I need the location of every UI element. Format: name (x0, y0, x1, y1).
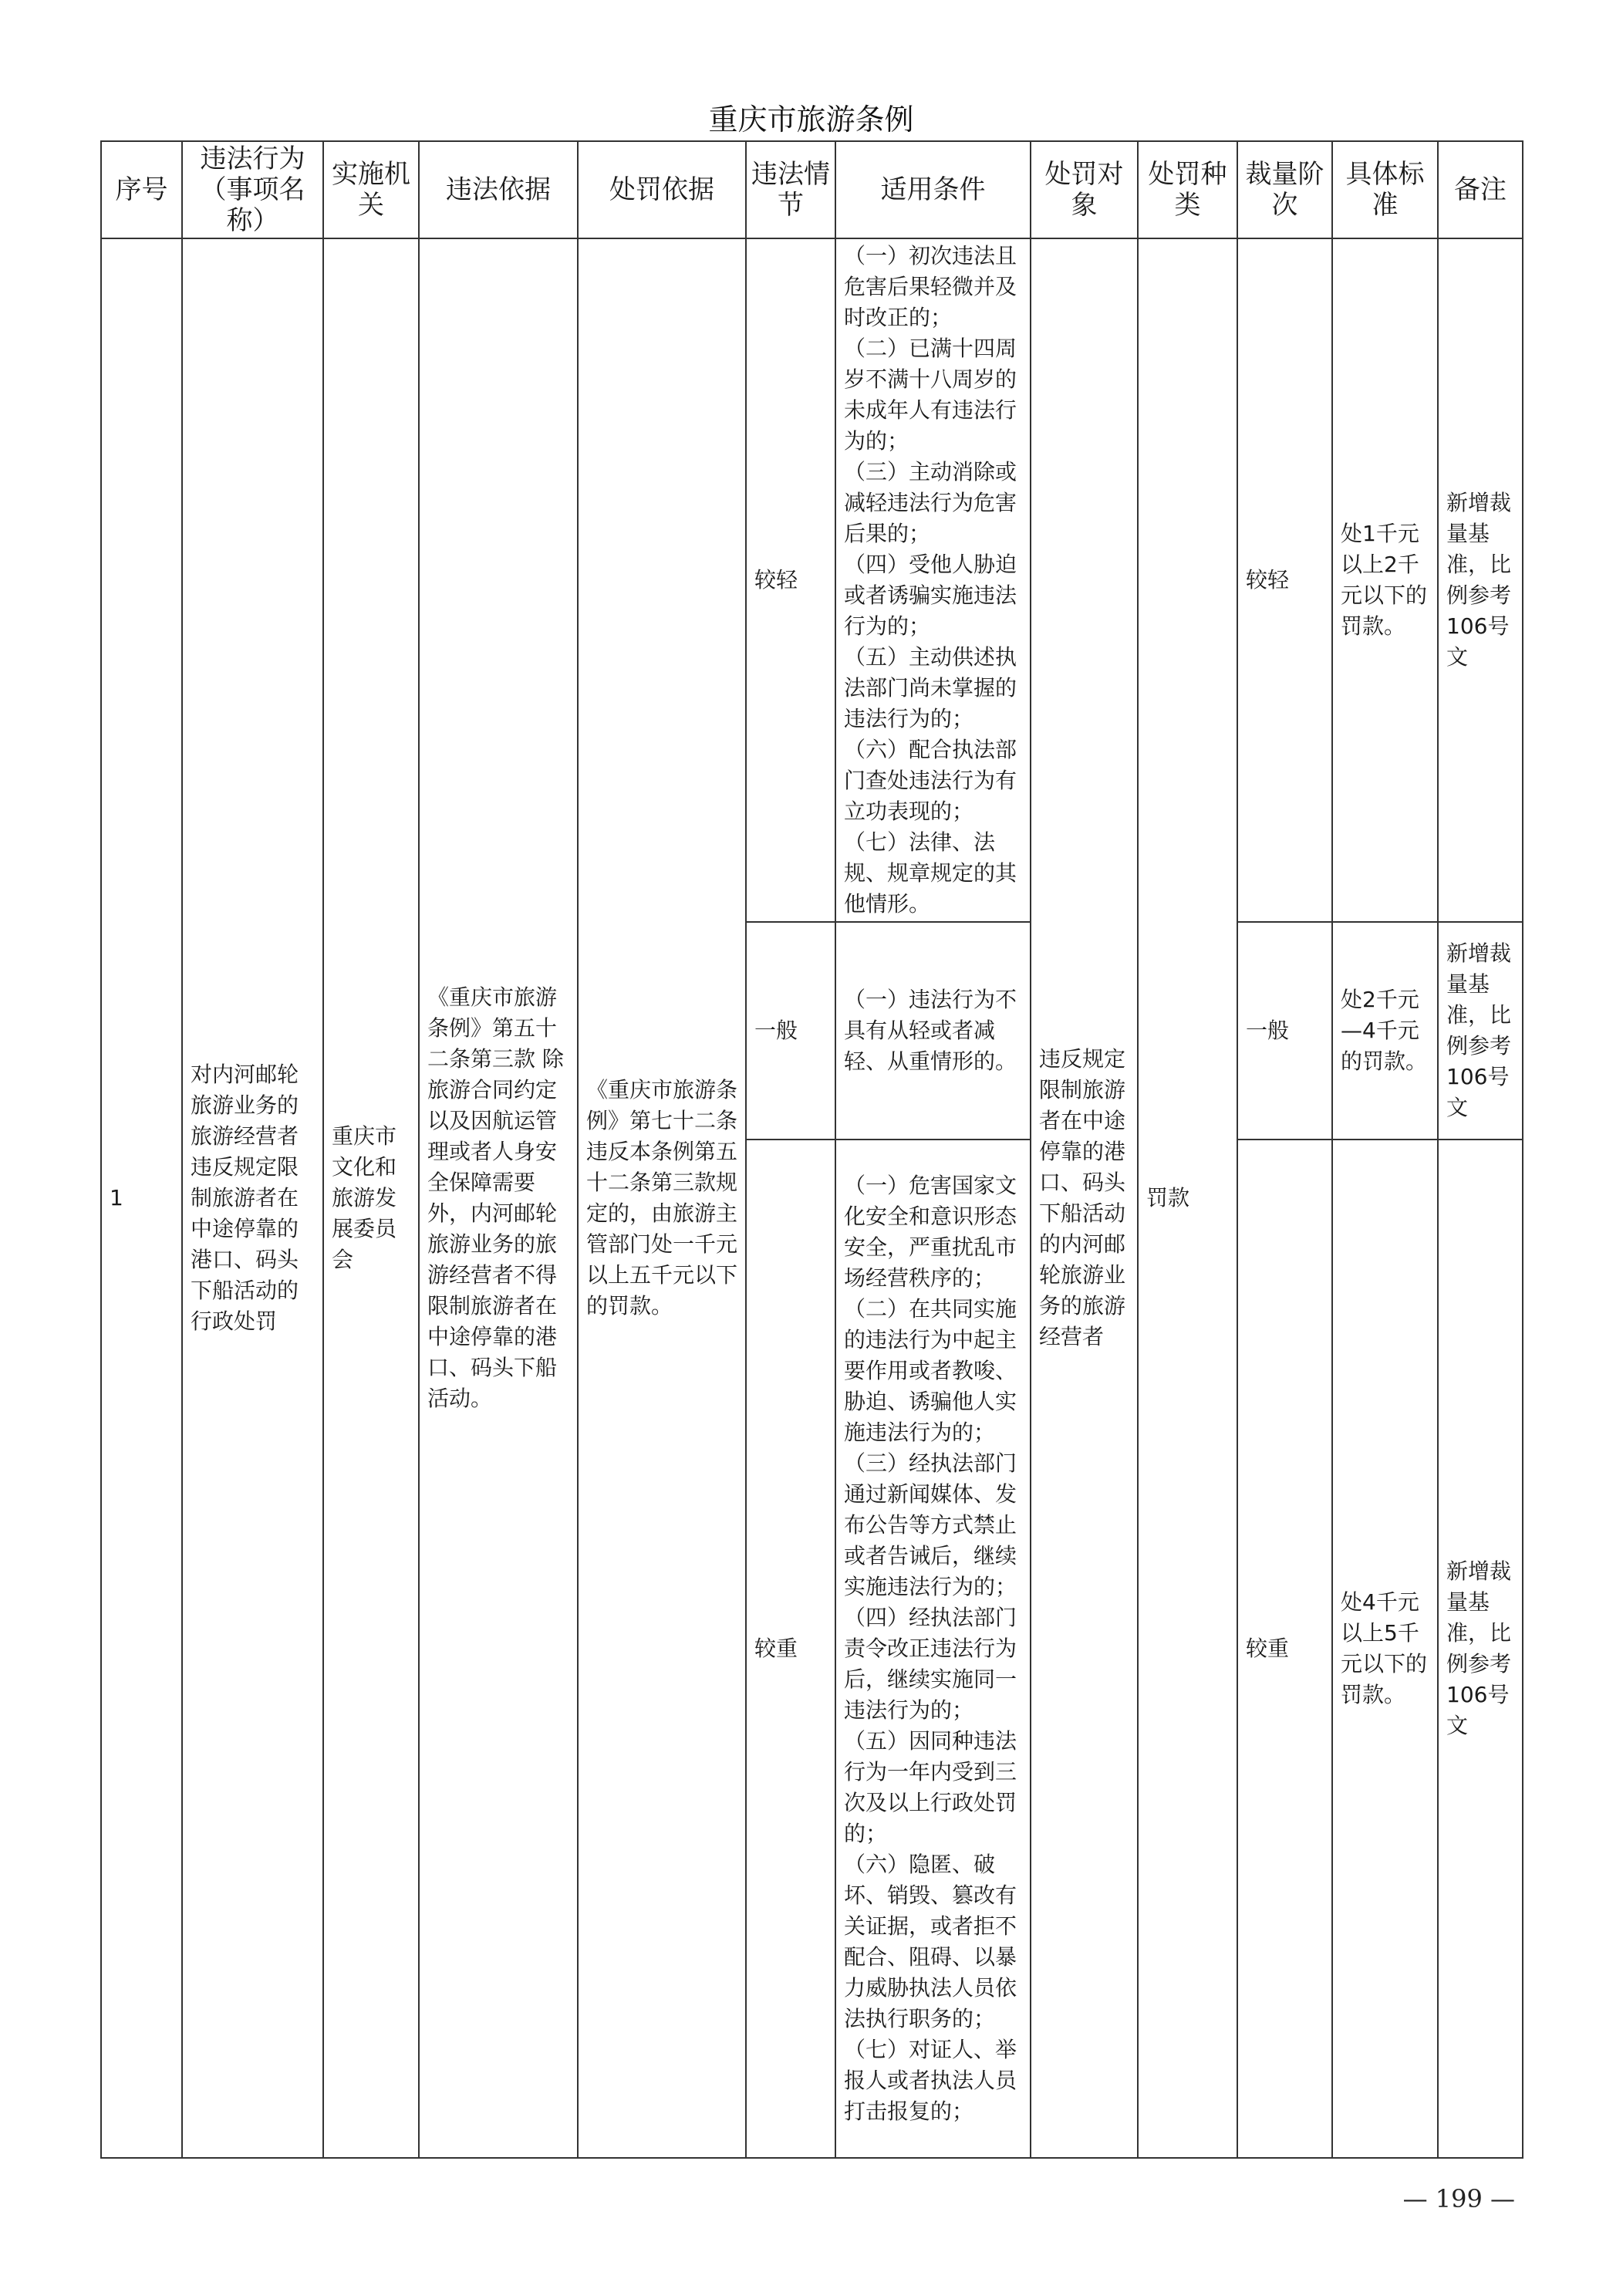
condition-item: （七）对证人、举报人或者执法人员打击报复的； (844, 2037, 1017, 2124)
header-index: 序号 (101, 141, 182, 238)
tier-conditions (835, 1140, 1031, 2158)
header-penalty-basis: 处罚依据 (578, 141, 746, 238)
condition-item: （四）受他人胁迫或者诱骗实施违法行为的； (844, 552, 1017, 639)
page-number: — 199 — (1402, 2184, 1515, 2213)
header-circumstance: 违法情节 (746, 141, 835, 238)
row-act: 对内河邮轮旅游业务的旅游经营者违反规定限制旅游者在中途停靠的港口、码头下船活动的行政处罚 (182, 238, 323, 2158)
condition-item: （六）配合执法部门查处违法行为有立功表现的； (844, 737, 1017, 824)
condition-item: （一）危害国家文化安全和意识形态安全，严重扰乱市场经营秩序的； (844, 1173, 1017, 1291)
tier-circumstance: 较重 (746, 1140, 835, 2158)
row-target: 违反规定限制旅游者在中途停靠的港口、码头下船活动的内河邮轮旅游业务的旅游经营者 (1031, 238, 1138, 2158)
tier-level: 较重 (1237, 1140, 1332, 2158)
condition-item: （五）因同种违法行为一年内受到三次及以上行政处罚的； (844, 1728, 1017, 1846)
condition-item: （二）在共同实施的违法行为中起主要作用或者教唆、胁迫、诱骗他人实施违法行为的； (844, 1296, 1017, 1445)
header-level: 裁量阶次 (1237, 141, 1332, 238)
tier-standard: 处4千元以上5千元以下的罚款。 (1332, 1140, 1438, 2158)
row-violation-basis: 《重庆市旅游条例》第五十二条第三款 除旅游合同约定以及因航运管理或者人身安全保障需要外，内河邮轮旅游业务的旅游经营者不得限制旅游者在中途停靠的港口、码头下船活动。 (419, 238, 578, 2158)
tier-standard: 处1千元以上2千元以下的罚款。 (1332, 238, 1438, 922)
tier-level: 较轻 (1237, 238, 1332, 922)
condition-item: （二）已满十四周岁不满十八周岁的未成年人有违法行为的； (844, 336, 1017, 454)
tier-standard: 处2千元—4千元的罚款。 (1332, 922, 1438, 1140)
row-penalty-type: 罚款 (1138, 238, 1237, 2158)
tier-conditions (835, 922, 1031, 1140)
header-standard: 具体标准 (1332, 141, 1438, 238)
row-penalty-basis: 《重庆市旅游条例》第七十二条 违反本条例第五十二条第三款规定的，由旅游主管部门处一千元以上五千元以下的罚款。 (578, 238, 746, 2158)
document-title: 重庆市旅游条例 (708, 103, 914, 137)
row-index: 1 (101, 238, 182, 2158)
condition-item: （五）主动供述执法部门尚未掌握的违法行为的； (844, 644, 1017, 731)
condition-item: （三）主动消除或减轻违法行为危害后果的； (844, 459, 1017, 546)
condition-item: （六）隐匿、破坏、销毁、篡改有关证据，或者拒不配合、阻碍、以暴力威胁执法人员依法执行职务的； (844, 1852, 1017, 2031)
header-remark: 备注 (1438, 141, 1523, 238)
row-agency: 重庆市文化和旅游发展委员会 (323, 238, 419, 2158)
condition-item: （三）经执法部门通过新闻媒体、发布公告等方式禁止或者告诫后，继续实施违法行为的； (844, 1450, 1017, 1599)
header-target: 处罚对象 (1031, 141, 1138, 238)
table-row-tier-light (101, 238, 1523, 922)
header-conditions: 适用条件 (835, 141, 1031, 238)
penalty-table (100, 140, 1523, 2159)
condition-item: （四）经执法部门责令改正违法行为后，继续实施同一违法行为的； (844, 1605, 1017, 1723)
header-violation-basis: 违法依据 (419, 141, 578, 238)
condition-item: （一）违法行为不具有从轻或者减轻、从重情形的。 (844, 987, 1017, 1074)
tier-circumstance: 较轻 (746, 238, 835, 922)
header-penalty-type: 处罚种类 (1138, 141, 1237, 238)
header-act: 违法行为（事项名称） (182, 141, 323, 238)
tier-remark: 新增裁量基准，比例参考106号文 (1438, 922, 1523, 1140)
tier-remark: 新增裁量基准，比例参考106号文 (1438, 238, 1523, 922)
tier-conditions (835, 238, 1031, 922)
condition-item: （一）初次违法且危害后果轻微并及时改正的； (844, 243, 1017, 330)
condition-item: （七）法律、法规、规章规定的其他情形。 (844, 829, 1017, 917)
table-header-row (101, 141, 1523, 238)
tier-circumstance: 一般 (746, 922, 835, 1140)
tier-level: 一般 (1237, 922, 1332, 1140)
header-agency: 实施机关 (323, 141, 419, 238)
tier-remark: 新增裁量基准，比例参考106号文 (1438, 1140, 1523, 2158)
